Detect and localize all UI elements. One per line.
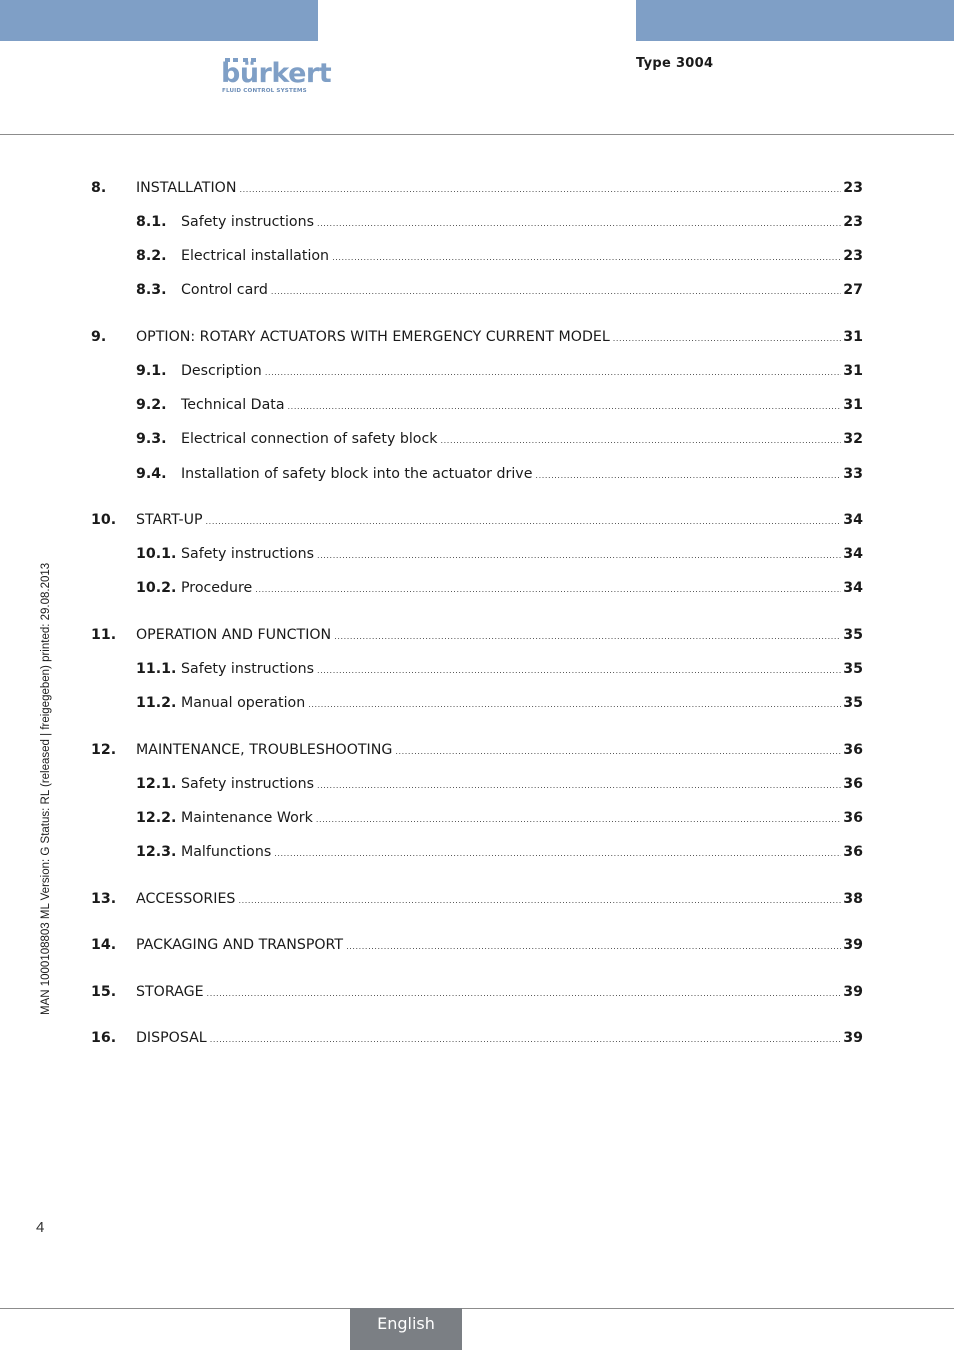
toc-entry[interactable]: [0, 246, 954, 266]
toc-leader-dots: [239, 180, 841, 200]
toc-entry-page: 39: [843, 1030, 863, 1046]
toc-leader-dots: [317, 214, 841, 234]
toc-entry[interactable]: [0, 774, 954, 794]
toc-entry-number: 12.3.: [136, 844, 177, 860]
toc-entry-title: OPTION: ROTARY ACTUATORS WITH EMERGENCY CURRENT MODEL: [136, 329, 610, 345]
toc-entry-number: 8.2.: [136, 248, 167, 264]
toc-leader-dots: [346, 937, 841, 957]
toc-leader-dots: [210, 1030, 842, 1050]
toc-entry-title: Safety instructions: [181, 661, 314, 677]
toc-entry[interactable]: [0, 178, 954, 198]
toc-entry-title: Manual operation: [181, 695, 306, 711]
toc-leader-dots: [271, 282, 841, 302]
toc-entry-number: 12.: [91, 742, 117, 758]
toc-entry-title: Safety instructions: [181, 776, 314, 792]
toc-entry-number: 11.2.: [136, 695, 177, 711]
toc-entry-page: 39: [843, 984, 863, 1000]
toc-entry-number: 10.2.: [136, 580, 177, 596]
toc-entry[interactable]: [0, 510, 954, 530]
toc-entry[interactable]: [0, 842, 954, 862]
toc-entry-title: Description: [181, 363, 262, 379]
toc-leader-dots: [207, 984, 842, 1004]
toc-entry-title: INSTALLATION: [136, 180, 237, 196]
toc-leader-dots: [395, 742, 841, 762]
toc-entry-number: 15.: [91, 984, 117, 1000]
toc-entry[interactable]: [0, 212, 954, 232]
toc-entry-number: 8.: [91, 180, 107, 196]
toc-entry[interactable]: [0, 625, 954, 645]
toc-leader-dots: [317, 776, 841, 796]
toc-entry[interactable]: [0, 935, 954, 955]
toc-entry-title: Control card: [181, 282, 268, 298]
footer-divider: [0, 1308, 954, 1309]
toc-entry-title: Electrical installation: [181, 248, 330, 264]
toc-leader-dots: [613, 329, 842, 349]
toc-entry-number: 12.2.: [136, 810, 177, 826]
toc-entry-page: 39: [843, 937, 863, 953]
toc-leader-dots: [332, 248, 841, 268]
toc-entry-page: 31: [843, 363, 863, 379]
toc-leader-dots: [206, 512, 842, 532]
toc-leader-dots: [535, 466, 841, 486]
toc-entry-title: DISPOSAL: [136, 1030, 207, 1046]
toc-entry-page: 35: [843, 627, 863, 643]
toc-entry-page: 32: [843, 431, 863, 447]
toc-entry-page: 31: [843, 329, 863, 345]
toc-entry-number: 8.3.: [136, 282, 167, 298]
toc-leader-dots: [441, 431, 842, 451]
toc-entry-number: 9.: [91, 329, 107, 345]
toc-entry-page: 38: [843, 891, 863, 907]
toc-entry[interactable]: [0, 327, 954, 347]
language-tab[interactable]: English: [350, 1308, 462, 1350]
toc-entry-page: 35: [843, 695, 863, 711]
toc-entry[interactable]: [0, 395, 954, 415]
toc-entry-number: 9.1.: [136, 363, 167, 379]
toc-entry[interactable]: [0, 544, 954, 564]
toc-entry[interactable]: [0, 889, 954, 909]
toc-entry-title: Safety instructions: [181, 214, 314, 230]
toc-entry-number: 9.2.: [136, 397, 167, 413]
toc-entry[interactable]: [0, 693, 954, 713]
toc-leader-dots: [274, 844, 841, 864]
logo-tagline: FLUID CONTROL SYSTEMS: [222, 88, 307, 94]
toc-leader-dots: [317, 546, 841, 566]
logo-wordmark: bürkert: [221, 58, 332, 89]
toc-entry-title: OPERATION AND FUNCTION: [136, 627, 332, 643]
toc-entry[interactable]: [0, 740, 954, 760]
toc-entry-page: 23: [843, 180, 863, 196]
toc-entry-title: Malfunctions: [181, 844, 272, 860]
toc-entry-page: 36: [843, 742, 863, 758]
toc-leader-dots: [334, 627, 841, 647]
toc-entry-number: 14.: [91, 937, 117, 953]
side-margin-text: MAN 1000108803 ML Version: G Status: RL (released | freigegeben) printed: 29.08.2013: [40, 562, 52, 1015]
document-type: Type 3004: [636, 56, 714, 71]
toc-entry-page: 27: [843, 282, 863, 298]
header-bar-right: [636, 0, 954, 41]
header-bar-left: [0, 0, 318, 41]
toc-entry-number: 11.: [91, 627, 117, 643]
toc-entry-title: MAINTENANCE, TROUBLESHOOTING: [136, 742, 393, 758]
toc-leader-dots: [288, 397, 842, 417]
toc-leader-dots: [317, 661, 841, 681]
toc-entry-page: 34: [843, 546, 863, 562]
toc-entry-title: ACCESSORIES: [136, 891, 236, 907]
toc-entry-title: Maintenance Work: [181, 810, 313, 826]
toc-leader-dots: [255, 580, 841, 600]
toc-entry-number: 10.: [91, 512, 117, 528]
toc-entry-page: 23: [843, 248, 863, 264]
toc-entry-title: Procedure: [181, 580, 253, 596]
toc-entry-number: 11.1.: [136, 661, 177, 677]
toc-entry-number: 9.4.: [136, 466, 167, 482]
toc-leader-dots: [265, 363, 841, 383]
toc-entry-title: Electrical connection of safety block: [181, 431, 438, 447]
toc-entry[interactable]: [0, 280, 954, 300]
toc-entry-number: 13.: [91, 891, 117, 907]
toc-entry[interactable]: [0, 808, 954, 828]
toc-entry-number: 10.1.: [136, 546, 177, 562]
toc-entry[interactable]: [0, 659, 954, 679]
toc-entry-page: 35: [843, 661, 863, 677]
toc-entry[interactable]: [0, 464, 954, 484]
toc-entry[interactable]: [0, 361, 954, 381]
toc-entry-title: Installation of safety block into the actuator drive: [181, 466, 533, 482]
toc-leader-dots: [308, 695, 841, 715]
toc-leader-dots: [238, 891, 841, 911]
toc-entry-title: PACKAGING AND TRANSPORT: [136, 937, 344, 953]
toc-entry-title: Technical Data: [181, 397, 285, 413]
toc-entry[interactable]: [0, 1028, 954, 1048]
toc-entry-page: 34: [843, 580, 863, 596]
toc-entry-title: Safety instructions: [181, 546, 314, 562]
toc-entry-page: 31: [843, 397, 863, 413]
toc-entry[interactable]: [0, 429, 954, 449]
toc-entry-page: 33: [843, 466, 863, 482]
toc-entry-number: 12.1.: [136, 776, 177, 792]
toc-entry-page: 23: [843, 214, 863, 230]
toc-entry-number: 9.3.: [136, 431, 167, 447]
toc-entry-number: 16.: [91, 1030, 117, 1046]
toc-entry[interactable]: [0, 578, 954, 598]
toc-entry-number: 8.1.: [136, 214, 167, 230]
toc-entry-title: START-UP: [136, 512, 203, 528]
toc-leader-dots: [316, 810, 841, 830]
toc-entry-title: STORAGE: [136, 984, 204, 1000]
toc-entry[interactable]: [0, 982, 954, 1002]
toc-entry-page: 36: [843, 844, 863, 860]
toc-entry-page: 36: [843, 810, 863, 826]
page-number: 4: [36, 1219, 45, 1236]
header-divider: [0, 134, 954, 135]
toc-entry-page: 34: [843, 512, 863, 528]
toc-entry-page: 36: [843, 776, 863, 792]
